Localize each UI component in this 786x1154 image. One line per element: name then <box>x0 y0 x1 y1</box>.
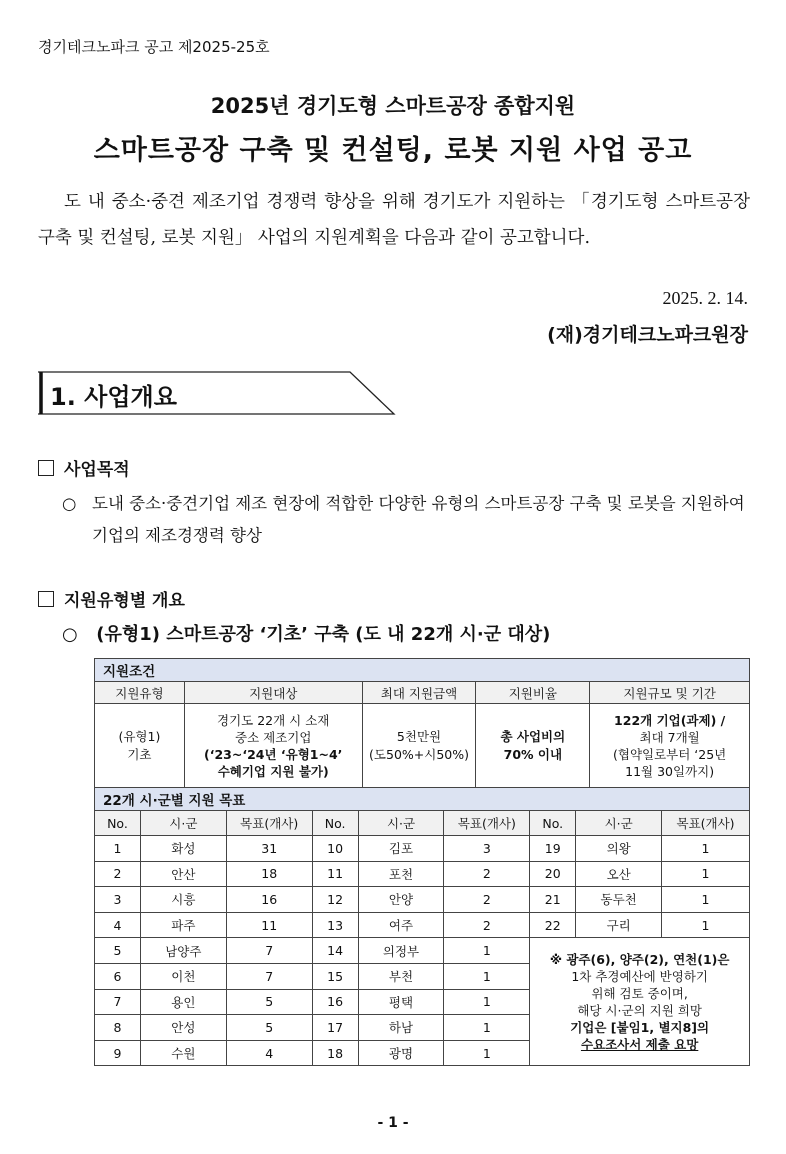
cell-no: 1 <box>95 836 141 862</box>
cell-ratio <box>476 704 590 788</box>
header-city: 시·군 <box>576 811 662 836</box>
amount-line: (도50%+시50%) <box>369 746 469 762</box>
cell-city: 의왕 <box>576 836 662 862</box>
note-line: 기업은 [붙임1, 별지8]의 <box>570 1019 710 1035</box>
header-no: No. <box>95 811 141 836</box>
intro-paragraph: 도 내 중소·중견 제조기업 경쟁력 향상을 위해 경기도가 지원하는 「경기도형 스마트공장 구축 및 컨설팅, 로봇 지원」 사업의 지원계획을 다음과 같이 공고합니다. <box>38 192 750 248</box>
bullet-circle-icon: ○ <box>62 624 78 645</box>
cell-no: 4 <box>95 912 141 938</box>
cell-goal: 1 <box>444 1040 530 1066</box>
header-no: No. <box>530 811 576 836</box>
target-line: 경기도 22개 시 소재 <box>217 712 330 728</box>
issuer: (재)경기테크노파크원장 <box>547 324 748 346</box>
note-line: ※ 광주(6), 양주(2), 연천(1)은 <box>549 951 730 967</box>
cell-goal: 18 <box>226 861 312 887</box>
checkbox-icon <box>38 460 54 476</box>
targets-table <box>94 787 750 1066</box>
section-1-title: 1. 사업개요 <box>50 383 177 411</box>
table-row <box>95 938 750 964</box>
table-row <box>95 861 750 887</box>
cell-type <box>95 704 185 788</box>
cell-goal: 2 <box>444 887 530 913</box>
cell-goal: 1 <box>444 963 530 989</box>
target-line: 중소 제조기업 <box>235 729 312 745</box>
cell-city: 화성 <box>140 836 226 862</box>
cell-no: 17 <box>312 1015 358 1041</box>
cell-city: 안성 <box>140 1015 226 1041</box>
conditions-title: 지원조건 <box>95 659 750 682</box>
cell-city: 김포 <box>358 836 444 862</box>
title-line1: 2025년 경기도형 스마트공장 종합지원 <box>210 94 576 118</box>
header-amount: 최대 지원금액 <box>362 682 476 704</box>
cell-no: 12 <box>312 887 358 913</box>
cell-goal: 7 <box>226 963 312 989</box>
cell-city: 구리 <box>576 912 662 938</box>
cell-goal: 1 <box>662 836 750 862</box>
type-line: 기초 <box>127 746 152 762</box>
ratio-line: 70% 이내 <box>503 746 563 762</box>
target-line: 수혜기업 지원 불가) <box>217 763 329 779</box>
cell-no: 21 <box>530 887 576 913</box>
cell-no: 8 <box>95 1015 141 1041</box>
cell-city: 안산 <box>140 861 226 887</box>
header-goal: 목표(개사) <box>444 811 530 836</box>
cell-goal: 5 <box>226 1015 312 1041</box>
cell-goal: 31 <box>226 836 312 862</box>
cell-no: 11 <box>312 861 358 887</box>
cell-goal: 16 <box>226 887 312 913</box>
cell-goal: 3 <box>444 836 530 862</box>
purpose-heading-text: 사업목적 <box>64 460 130 480</box>
note-line: 위해 검토 중이며, <box>591 985 688 1001</box>
cell-no: 2 <box>95 861 141 887</box>
scale-line: (협약일로부터 ‘25년 <box>613 746 727 762</box>
header-ratio: 지원비율 <box>476 682 590 704</box>
targets-title: 22개 시·군별 지원 목표 <box>95 788 750 811</box>
cell-city: 안양 <box>358 887 444 913</box>
cell-city: 동두천 <box>576 887 662 913</box>
scale-line: 122개 기업(과제) / <box>614 712 726 728</box>
cell-goal: 1 <box>444 989 530 1015</box>
cell-goal: 1 <box>444 938 530 964</box>
cell-no: 9 <box>95 1040 141 1066</box>
notice-number: 경기테크노파크 공고 제2025-25호 <box>38 38 270 56</box>
header-city: 시·군 <box>140 811 226 836</box>
cell-no: 19 <box>530 836 576 862</box>
cell-goal: 1 <box>662 861 750 887</box>
ratio-line: 총 사업비의 <box>500 728 566 744</box>
cell-city: 광명 <box>358 1040 444 1066</box>
cell-goal: 11 <box>226 912 312 938</box>
conditions-table <box>94 658 750 788</box>
cell-goal: 1 <box>444 1015 530 1041</box>
cell-no: 14 <box>312 938 358 964</box>
overview-heading-text: 지원유형별 개요 <box>64 591 185 611</box>
cell-city: 평택 <box>358 989 444 1015</box>
table-row <box>95 887 750 913</box>
cell-no: 10 <box>312 836 358 862</box>
notice-date: 2025. 2. 14. <box>662 288 748 308</box>
cell-city: 파주 <box>140 912 226 938</box>
cell-no: 22 <box>530 912 576 938</box>
cell-no: 13 <box>312 912 358 938</box>
cell-city: 여주 <box>358 912 444 938</box>
bullet-circle-icon: ○ <box>62 494 77 513</box>
section-1-heading <box>38 370 398 416</box>
cell-city: 수원 <box>140 1040 226 1066</box>
cell-scale <box>590 704 750 788</box>
header-goal: 목표(개사) <box>226 811 312 836</box>
table-row <box>95 836 750 862</box>
table-row <box>95 912 750 938</box>
overview-heading <box>38 586 185 611</box>
cell-city: 시흥 <box>140 887 226 913</box>
note-line: 해당 시·군의 지원 희망 <box>577 1002 702 1018</box>
cell-city: 하남 <box>358 1015 444 1041</box>
cell-no: 18 <box>312 1040 358 1066</box>
cell-goal: 5 <box>226 989 312 1015</box>
cell-city: 부천 <box>358 963 444 989</box>
checkbox-icon <box>38 591 54 607</box>
cell-target <box>184 704 362 788</box>
type1-label: (유형1) 스마트공장 ‘기초’ 구축 (도 내 22개 시·군 대상) <box>96 624 551 645</box>
purpose-body <box>62 488 752 552</box>
scale-line: 11월 30일까지) <box>625 763 715 779</box>
cell-no: 3 <box>95 887 141 913</box>
cell-goal: 2 <box>444 861 530 887</box>
cell-city: 오산 <box>576 861 662 887</box>
cell-city: 의정부 <box>358 938 444 964</box>
scale-line: 최대 7개월 <box>639 729 700 745</box>
cell-city: 용인 <box>140 989 226 1015</box>
header-scale: 지원규모 및 기간 <box>590 682 750 704</box>
cell-no: 7 <box>95 989 141 1015</box>
header-no: No. <box>312 811 358 836</box>
cell-goal: 4 <box>226 1040 312 1066</box>
cell-no: 20 <box>530 861 576 887</box>
cell-amount <box>362 704 476 788</box>
header-goal: 목표(개사) <box>662 811 750 836</box>
target-line: (‘23~‘24년 ‘유형1~4’ <box>204 746 343 762</box>
cell-city: 이천 <box>140 963 226 989</box>
note-line: 1차 추경예산에 반영하기 <box>571 968 708 984</box>
cell-city: 남양주 <box>140 938 226 964</box>
cell-no: 5 <box>95 938 141 964</box>
amount-line: 5천만원 <box>396 728 442 744</box>
type1-heading <box>62 620 550 646</box>
purpose-heading <box>38 455 130 480</box>
purpose-text: 도내 중소·중견기업 제조 현장에 적합한 다양한 유형의 스마트공장 구축 및 로봇을 지원하여 기업의 제조경쟁력 향상 <box>92 494 745 545</box>
type-line: (유형1) <box>118 728 161 744</box>
cell-no: 6 <box>95 963 141 989</box>
title-line2: 스마트공장 구축 및 컨설팅, 로봇 지원 사업 공고 <box>93 135 693 166</box>
header-type: 지원유형 <box>95 682 185 704</box>
cell-goal: 7 <box>226 938 312 964</box>
note-cell <box>530 938 750 1066</box>
cell-no: 15 <box>312 963 358 989</box>
cell-city: 포천 <box>358 861 444 887</box>
cell-goal: 1 <box>662 887 750 913</box>
cell-no: 16 <box>312 989 358 1015</box>
header-city: 시·군 <box>358 811 444 836</box>
note-line: 수요조사서 제출 요망 <box>580 1036 699 1052</box>
header-target: 지원대상 <box>184 682 362 704</box>
cell-goal: 2 <box>444 912 530 938</box>
page-number: - 1 - <box>377 1115 409 1131</box>
cell-goal: 1 <box>662 912 750 938</box>
